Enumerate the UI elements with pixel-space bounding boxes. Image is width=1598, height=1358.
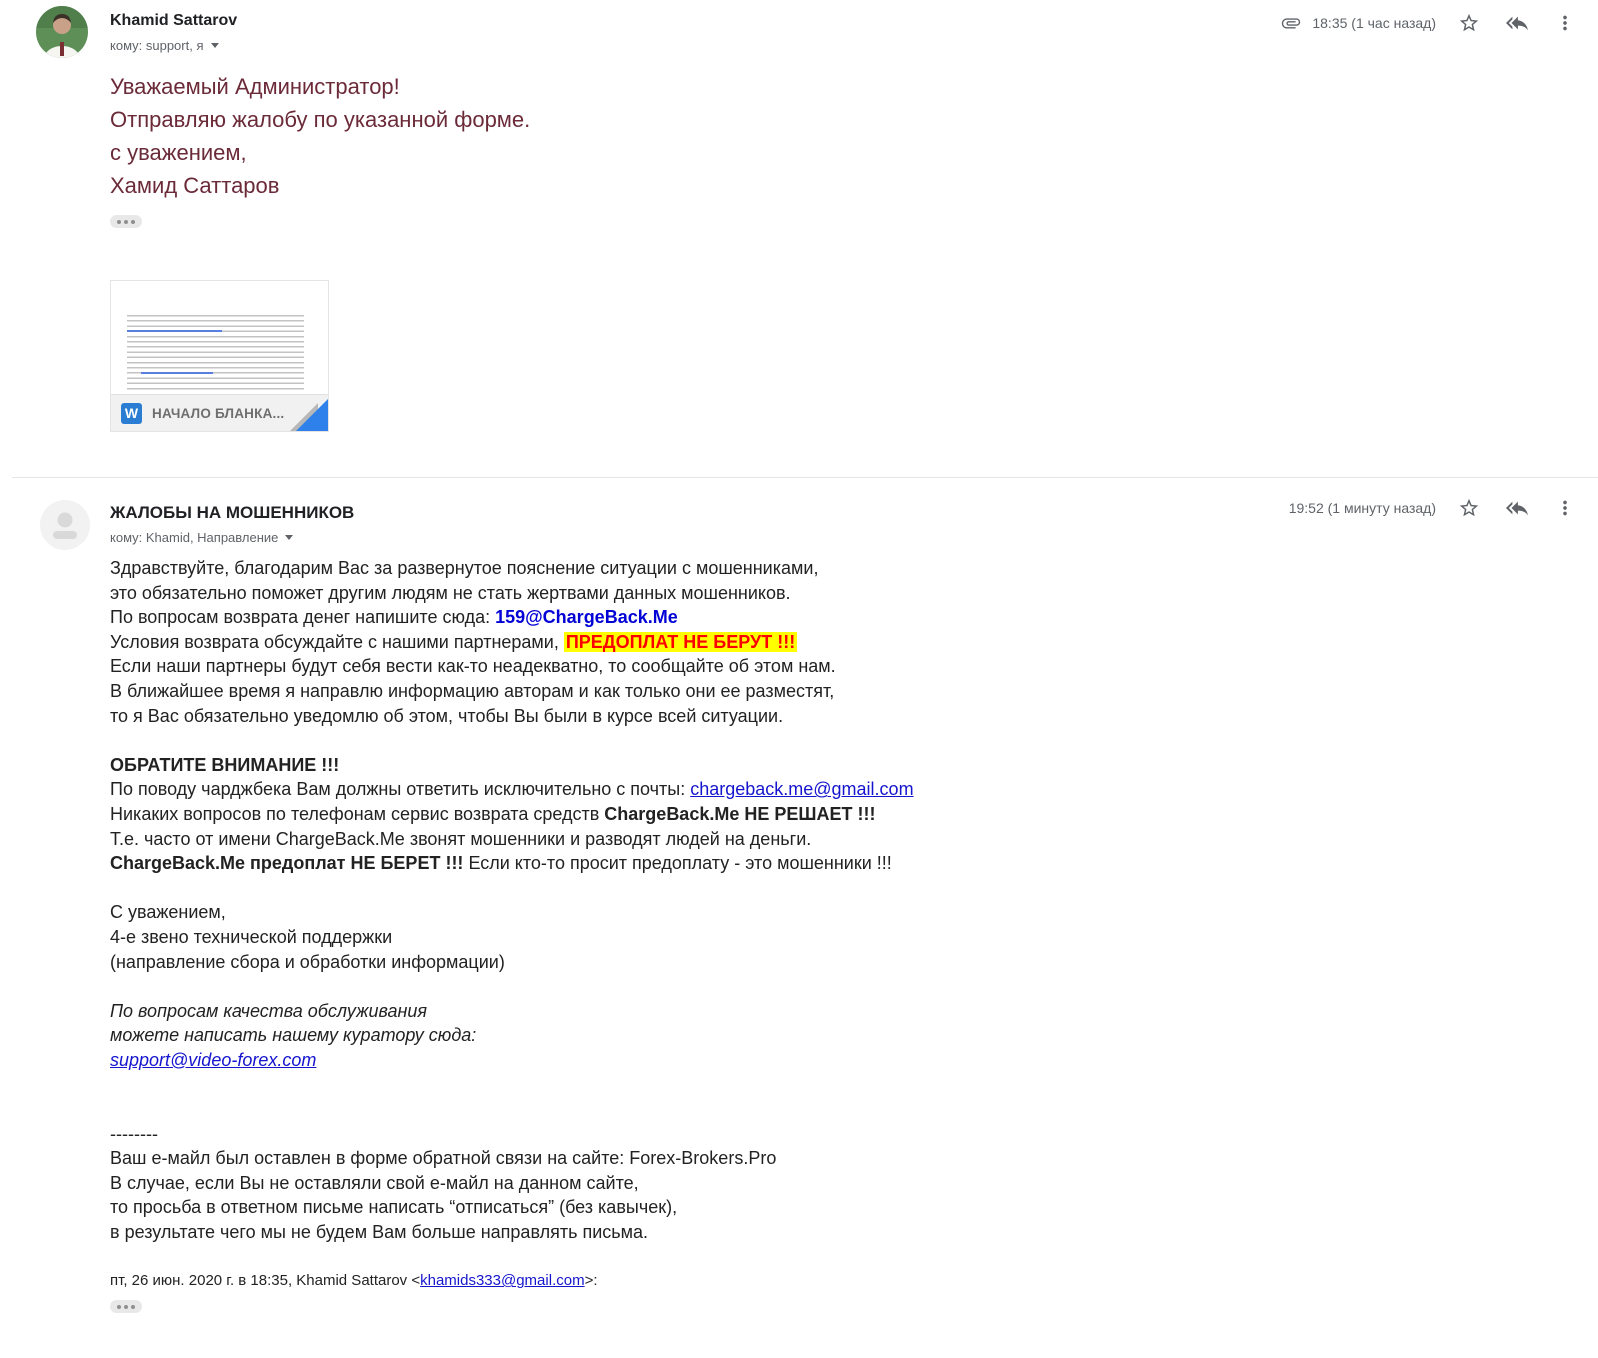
email2-body — [110, 556, 914, 1294]
text-segment: 4-е звено технической поддержки — [110, 926, 393, 947]
email-link[interactable]: chargeback.me@gmail.com — [690, 779, 914, 800]
recipient-details-toggle[interactable] — [110, 530, 293, 545]
email-link[interactable]: khamids333@gmail.com — [420, 1272, 585, 1290]
body-line — [110, 827, 914, 852]
body-line — [110, 556, 914, 581]
reply-all-icon — [1506, 12, 1528, 34]
recipient-text: кому: support, я — [110, 38, 204, 53]
fold-corner-icon — [296, 399, 328, 431]
body-line — [110, 753, 914, 778]
message-actions — [1279, 497, 1576, 519]
text-segment: -------- — [110, 1123, 158, 1144]
star-button[interactable] — [1458, 497, 1480, 519]
recipient-details-toggle[interactable] — [110, 38, 219, 53]
body-line — [110, 1245, 914, 1270]
paperclip-icon — [1280, 12, 1302, 34]
timestamp: 18:35 (1 час назад) — [1312, 15, 1436, 31]
text-segment: то я Вас обязательно уведомлю об этом, чтобы Вы были в курсе всей ситуации. — [110, 705, 784, 726]
person-silhouette-icon — [40, 500, 90, 550]
text-segment: ChargeBack.Me предоплат НЕ БЕРЕТ !!! — [110, 853, 464, 874]
text-segment: Если наши партнеры будут себя вести как-то неадекватно, то сообщайте об этом нам. — [110, 656, 836, 677]
body-line — [110, 1171, 914, 1196]
sender-avatar-photo[interactable] — [36, 6, 88, 58]
text-segment: Ваш е-майл был оставлен в форме обратной связи на сайте: Forex-Brokers.Pro — [110, 1148, 777, 1169]
body-line — [110, 1023, 914, 1048]
body-line — [110, 728, 914, 753]
email1-body — [110, 70, 530, 202]
text-segment: можете написать нашему куратору сюда: — [110, 1025, 477, 1046]
document-link-line — [127, 330, 222, 332]
text-segment: В ближайшее время я направлю информацию авторам и как только они ее разместят, — [110, 680, 835, 701]
text-segment: с уважением, — [110, 140, 247, 165]
highlight-text: ПРЕДОПЛАТ НЕ БЕРУТ !!! — [565, 631, 796, 652]
document-link-line — [141, 372, 213, 374]
chevron-down-icon — [285, 535, 293, 540]
text-segment: Уважаемый Администратор! — [110, 74, 400, 99]
body-line — [110, 925, 914, 950]
thread-divider — [12, 477, 1598, 478]
show-trimmed-content-button[interactable] — [110, 1300, 142, 1313]
timestamp: 19:52 (1 минуту назад) — [1288, 500, 1436, 516]
more-options-button[interactable] — [1554, 12, 1576, 34]
text-segment: >: — [584, 1272, 598, 1290]
body-line — [110, 679, 914, 704]
text-segment: Т.е. часто от имени ChargeBack.Me звонят мошенники и разводят людей на деньги. — [110, 828, 812, 849]
recipient-text: кому: Khamid, Направление — [110, 530, 279, 545]
reply-all-icon — [1506, 497, 1528, 519]
more-vertical-icon — [1554, 497, 1576, 519]
star-outline-icon — [1458, 12, 1480, 34]
text-segment: ОБРАТИТЕ ВНИМАНИЕ !!! — [110, 754, 340, 775]
body-line — [110, 1146, 914, 1171]
text-segment: По поводу чарджбека Вам должны ответить исключительно с почты: — [110, 779, 691, 800]
sender-avatar-generic[interactable] — [40, 500, 90, 550]
reply-button[interactable] — [1506, 497, 1528, 519]
text-segment: Никаких вопросов по телефонам сервис возврата средств — [110, 803, 605, 824]
body-line — [110, 605, 914, 630]
body-line — [110, 70, 530, 103]
text-segment: (направление сбора и обработки информации) — [110, 951, 505, 972]
body-line — [110, 851, 914, 876]
body-line — [110, 169, 530, 202]
body-line — [110, 999, 914, 1024]
text-segment: С уважением, — [110, 902, 226, 923]
sender-name: ЖАЛОБЫ НА МОШЕННИКОВ — [110, 503, 355, 522]
body-line — [110, 802, 914, 827]
text-segment: В случае, если Вы не оставляли свой е-майл на данном сайте, — [110, 1172, 639, 1193]
attachment-preview — [111, 281, 328, 394]
email-link[interactable]: support@video-forex.com — [110, 1049, 317, 1070]
star-outline-icon — [1458, 497, 1480, 519]
text-segment: ChargeBack.Me НЕ РЕШАЕТ !!! — [604, 803, 876, 824]
body-line — [110, 1097, 914, 1122]
body-line — [110, 876, 914, 901]
body-line — [110, 136, 530, 169]
more-vertical-icon — [1554, 12, 1576, 34]
star-button[interactable] — [1458, 12, 1480, 34]
person-photo-icon — [36, 6, 88, 58]
body-line — [110, 900, 914, 925]
attachment-chip[interactable] — [110, 280, 329, 432]
attachment-filename: НАЧАЛО БЛАНКА... — [152, 405, 285, 421]
body-line — [110, 777, 914, 802]
body-line — [110, 1195, 914, 1220]
body-line — [110, 654, 914, 679]
email-link[interactable]: 159@ChargeBack.Me — [495, 607, 678, 628]
more-options-button[interactable] — [1554, 497, 1576, 519]
text-segment: Условия возврата обсуждайте с нашими партнерами, — [110, 631, 564, 652]
body-line — [110, 1269, 914, 1294]
text-segment: это обязательно поможет другим людям не стать жертвами данных мошенников. — [110, 582, 791, 603]
sender-name: Khamid Sattarov — [110, 12, 238, 29]
body-line — [110, 1122, 914, 1147]
body-line — [110, 704, 914, 729]
message-actions — [1280, 12, 1576, 34]
text-segment: в результате чего мы не будем Вам больше направлять письма. — [110, 1222, 649, 1243]
text-segment: Здравствуйте, благодарим Вас за развернутое пояснение ситуации с мошенниками, — [110, 558, 819, 578]
text-segment: Отправляю жалобу по указанной форме. — [110, 107, 531, 132]
body-line — [110, 581, 914, 606]
body-line — [110, 1220, 914, 1245]
text-segment: По вопросам качества обслуживания — [110, 1000, 428, 1021]
reply-button[interactable] — [1506, 12, 1528, 34]
body-line — [110, 974, 914, 999]
show-trimmed-content-button[interactable] — [110, 215, 142, 228]
body-line — [110, 1072, 914, 1097]
text-segment: то просьба в ответном письме написать “отписаться” (без кавычек), — [110, 1197, 678, 1218]
body-line — [110, 630, 914, 655]
text-segment: пт, 26 июн. 2020 г. в 18:35, Khamid Sattarov < — [110, 1272, 421, 1290]
word-document-icon: W — [121, 403, 142, 424]
text-segment: Хамид Саттаров — [110, 173, 280, 198]
chevron-down-icon — [211, 43, 219, 48]
body-line — [110, 1048, 914, 1073]
document-text-lines — [127, 315, 304, 391]
text-segment: По вопросам возврата денег напишите сюда: — [110, 607, 496, 628]
body-line — [110, 103, 530, 136]
body-line — [110, 950, 914, 975]
text-segment: Если кто-то просит предоплату - это мошенники !!! — [463, 853, 892, 874]
